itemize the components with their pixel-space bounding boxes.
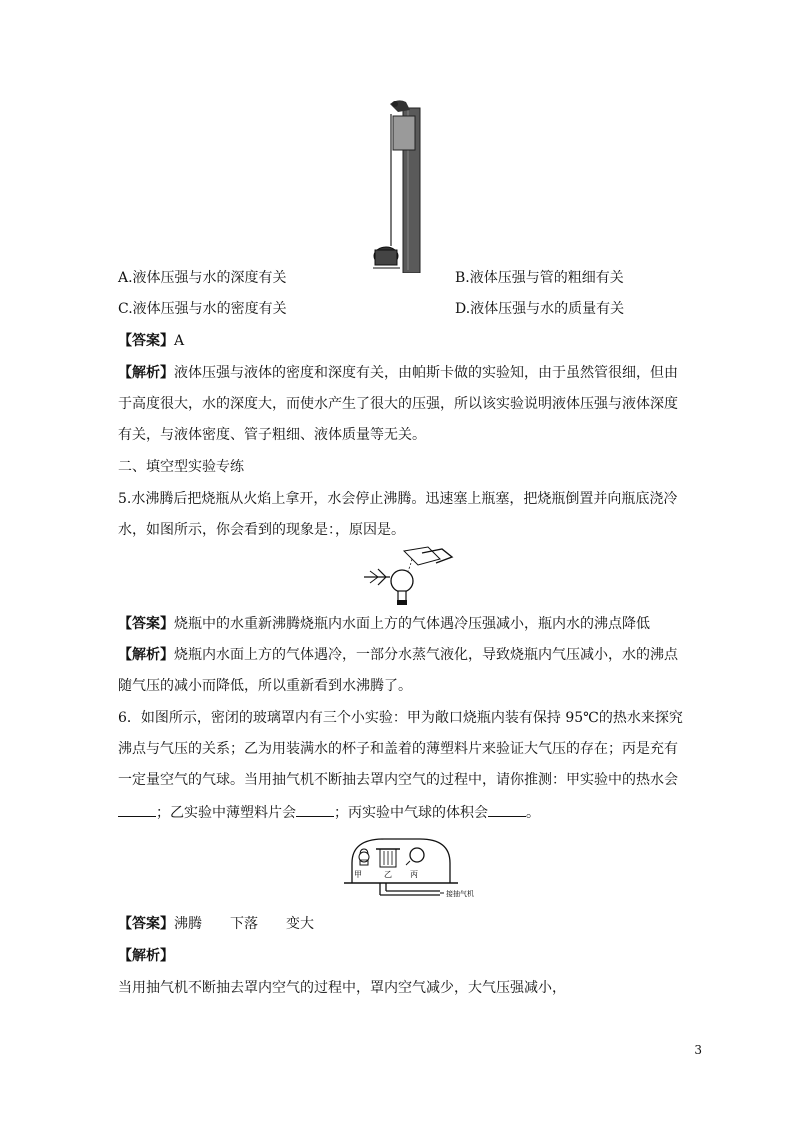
answer-1: 沸腾 bbox=[174, 916, 202, 932]
blank-2 bbox=[296, 802, 334, 817]
q4-analysis-line2: 于高度很大，水的深度大，而使水产生了很大的压强，所以该实验说明液体压强与液体深度 bbox=[118, 396, 678, 412]
q6-line2: 沸点与气压的关系；乙为用装满水的杯子和盖着的薄塑料片来验证大气压的存在；丙是充有 bbox=[118, 741, 678, 757]
option-c: C.液体压强与水的密度有关 bbox=[118, 301, 287, 317]
q5-line1: 5.水沸腾后把烧瓶从火焰上拿开，水会停止沸腾。迅速塞上瓶塞，把烧瓶倒置并向瓶底浇冷 bbox=[118, 491, 678, 507]
option-d: D.液体压强与水的质量有关 bbox=[455, 301, 625, 317]
analysis-label: 【解析】 bbox=[118, 365, 174, 381]
answer-label: 【答案】 bbox=[118, 333, 174, 349]
q5-answer bbox=[118, 614, 650, 634]
q6-line4 bbox=[118, 802, 540, 823]
answer-value: 烧瓶中的水重新沸腾烧瓶内水面上方的气体遇冷压强减小，瓶内水的沸点降低 bbox=[174, 616, 650, 632]
page-number: 3 bbox=[694, 1043, 702, 1057]
q6-text-b: ；丙实验中气球的体积会 bbox=[334, 805, 488, 821]
bell-jar-figure bbox=[340, 835, 480, 905]
label-yi: 乙 bbox=[384, 870, 392, 879]
q4-analysis-line1 bbox=[118, 363, 678, 383]
q5-analysis-line1 bbox=[118, 645, 678, 665]
answer-2: 下落 bbox=[230, 916, 258, 932]
analysis-label: 【解析】 bbox=[118, 647, 174, 663]
label-bing: 丙 bbox=[410, 870, 418, 879]
q5-analysis-line2: 随气压的减小而降低，所以重新看到水沸腾了。 bbox=[118, 678, 412, 694]
q4-analysis-line3: 有关，与液体密度、管子粗细、液体质量等无关。 bbox=[118, 427, 426, 443]
pascal-barrel-figure bbox=[370, 98, 430, 273]
answer-label: 【答案】 bbox=[118, 616, 174, 632]
blank-1 bbox=[118, 802, 156, 817]
analysis-text: 烧瓶内水面上方的气体遇冷，一部分水蒸气液化，导致烧瓶内气压减小，水的沸点 bbox=[174, 647, 678, 663]
q4-answer bbox=[118, 331, 184, 351]
q6-text-c: 。 bbox=[526, 805, 540, 821]
section-title: 二、填空型实验专练 bbox=[118, 459, 244, 475]
label-jia: 甲 bbox=[354, 870, 362, 879]
blank-3 bbox=[488, 802, 526, 817]
q6-text-a: ；乙实验中薄塑料片会 bbox=[156, 805, 296, 821]
q6-line1: 6．如图所示，密闭的玻璃罩内有三个小实验：甲为敞口烧瓶内装有保持 95℃的热水来探究 bbox=[118, 710, 683, 726]
q6-analysis-line1: 当用抽气机不断抽去罩内空气的过程中，罩内空气减少，大气压强减小， bbox=[118, 980, 566, 996]
option-b: B.液体压强与管的粗细有关 bbox=[455, 270, 624, 286]
label-pump: 接抽气机 bbox=[446, 890, 474, 898]
answer-3: 变大 bbox=[286, 916, 314, 932]
q6-answer bbox=[118, 914, 314, 934]
analysis-text: 液体压强与液体的密度和深度有关，由帕斯卡做的实验知，由于虽然管很细，但由 bbox=[174, 365, 678, 381]
q6-analysis-label: 【解析】 bbox=[118, 948, 174, 964]
answer-value: A bbox=[174, 333, 185, 349]
option-a: A.液体压强与水的深度有关 bbox=[118, 270, 287, 286]
inverted-flask-figure bbox=[356, 545, 456, 607]
q5-line2: 水，如图所示，你会看到的现象是：，原因是。 bbox=[118, 522, 405, 538]
answer-label: 【答案】 bbox=[118, 916, 174, 932]
q6-line3: 一定量空气的气球。当用抽气机不断抽去罩内空气的过程中，请你推测：甲实验中的热水会 bbox=[118, 772, 678, 788]
